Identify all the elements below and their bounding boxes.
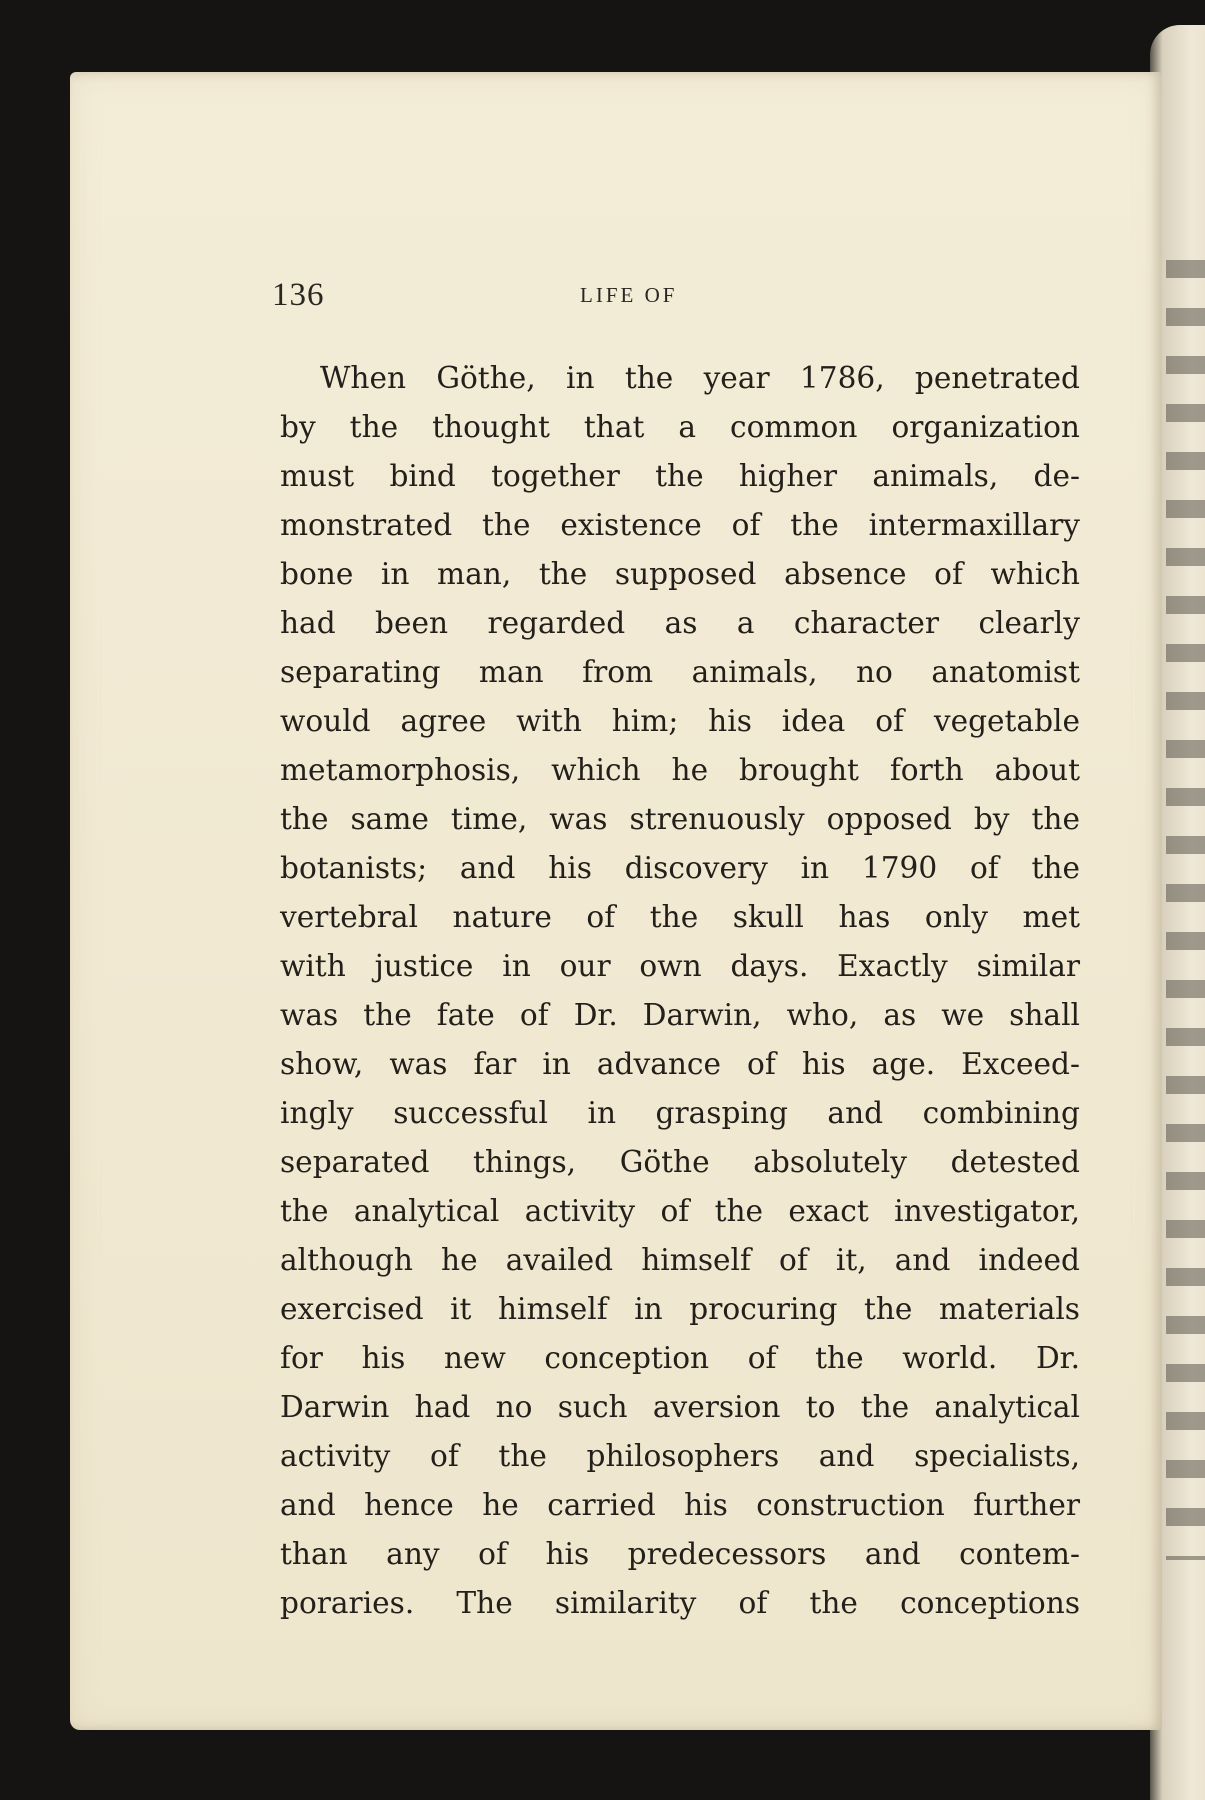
text-line: although he availed himself of it, and indeed (280, 1243, 1080, 1277)
text-line: had been regarded as a character clearly (280, 606, 1080, 640)
text-line: metamorphosis, which he brought forth about (280, 753, 1080, 787)
text-line: by the thought that a common organization (280, 410, 1080, 444)
running-head-title: LIFE OF (580, 283, 678, 307)
text-line: and hence he carried his construction further (280, 1488, 1080, 1522)
text-line: botanists; and his discovery in 1790 of the (280, 851, 1080, 885)
text-line: monstrated the existence of the intermaxillary (280, 508, 1080, 542)
text-line: for his new conception of the world. Dr. (280, 1341, 1080, 1375)
text-line: must bind together the higher animals, de- (280, 459, 1080, 493)
page-number: 136 (272, 277, 325, 313)
text-line: bone in man, the supposed absence of which (280, 557, 1080, 591)
body-text (280, 354, 1080, 1628)
text-line: When Göthe, in the year 1786, penetrated (320, 361, 1080, 395)
text-line: with justice in our own days. Exactly similar (280, 949, 1080, 983)
text-line: activity of the philosophers and specialists, (280, 1439, 1080, 1473)
text-line: Darwin had no such aversion to the analytical (280, 1390, 1080, 1424)
text-line: show, was far in advance of his age. Exceed- (280, 1047, 1080, 1081)
text-line: the same time, was strenuously opposed by the (280, 802, 1080, 836)
running-head (70, 277, 1162, 317)
text-line: than any of his predecessors and contem- (280, 1537, 1080, 1571)
next-page-text-bleed (1166, 260, 1205, 1560)
text-line: separated things, Göthe absolutely detested (280, 1145, 1080, 1179)
text-line: was the fate of Dr. Darwin, who, as we shall (280, 998, 1080, 1032)
text-line-last: poraries. The similarity of the conceptions (280, 1586, 1080, 1620)
text-line: would agree with him; his idea of vegetable (280, 704, 1080, 738)
text-line: ingly successful in grasping and combining (280, 1096, 1080, 1130)
text-line: exercised it himself in procuring the materials (280, 1292, 1080, 1326)
text-line: separating man from animals, no anatomist (280, 655, 1080, 689)
text-line: vertebral nature of the skull has only met (280, 900, 1080, 934)
book-page (70, 72, 1162, 1730)
text-line: the analytical activity of the exact investigator, (280, 1194, 1080, 1228)
